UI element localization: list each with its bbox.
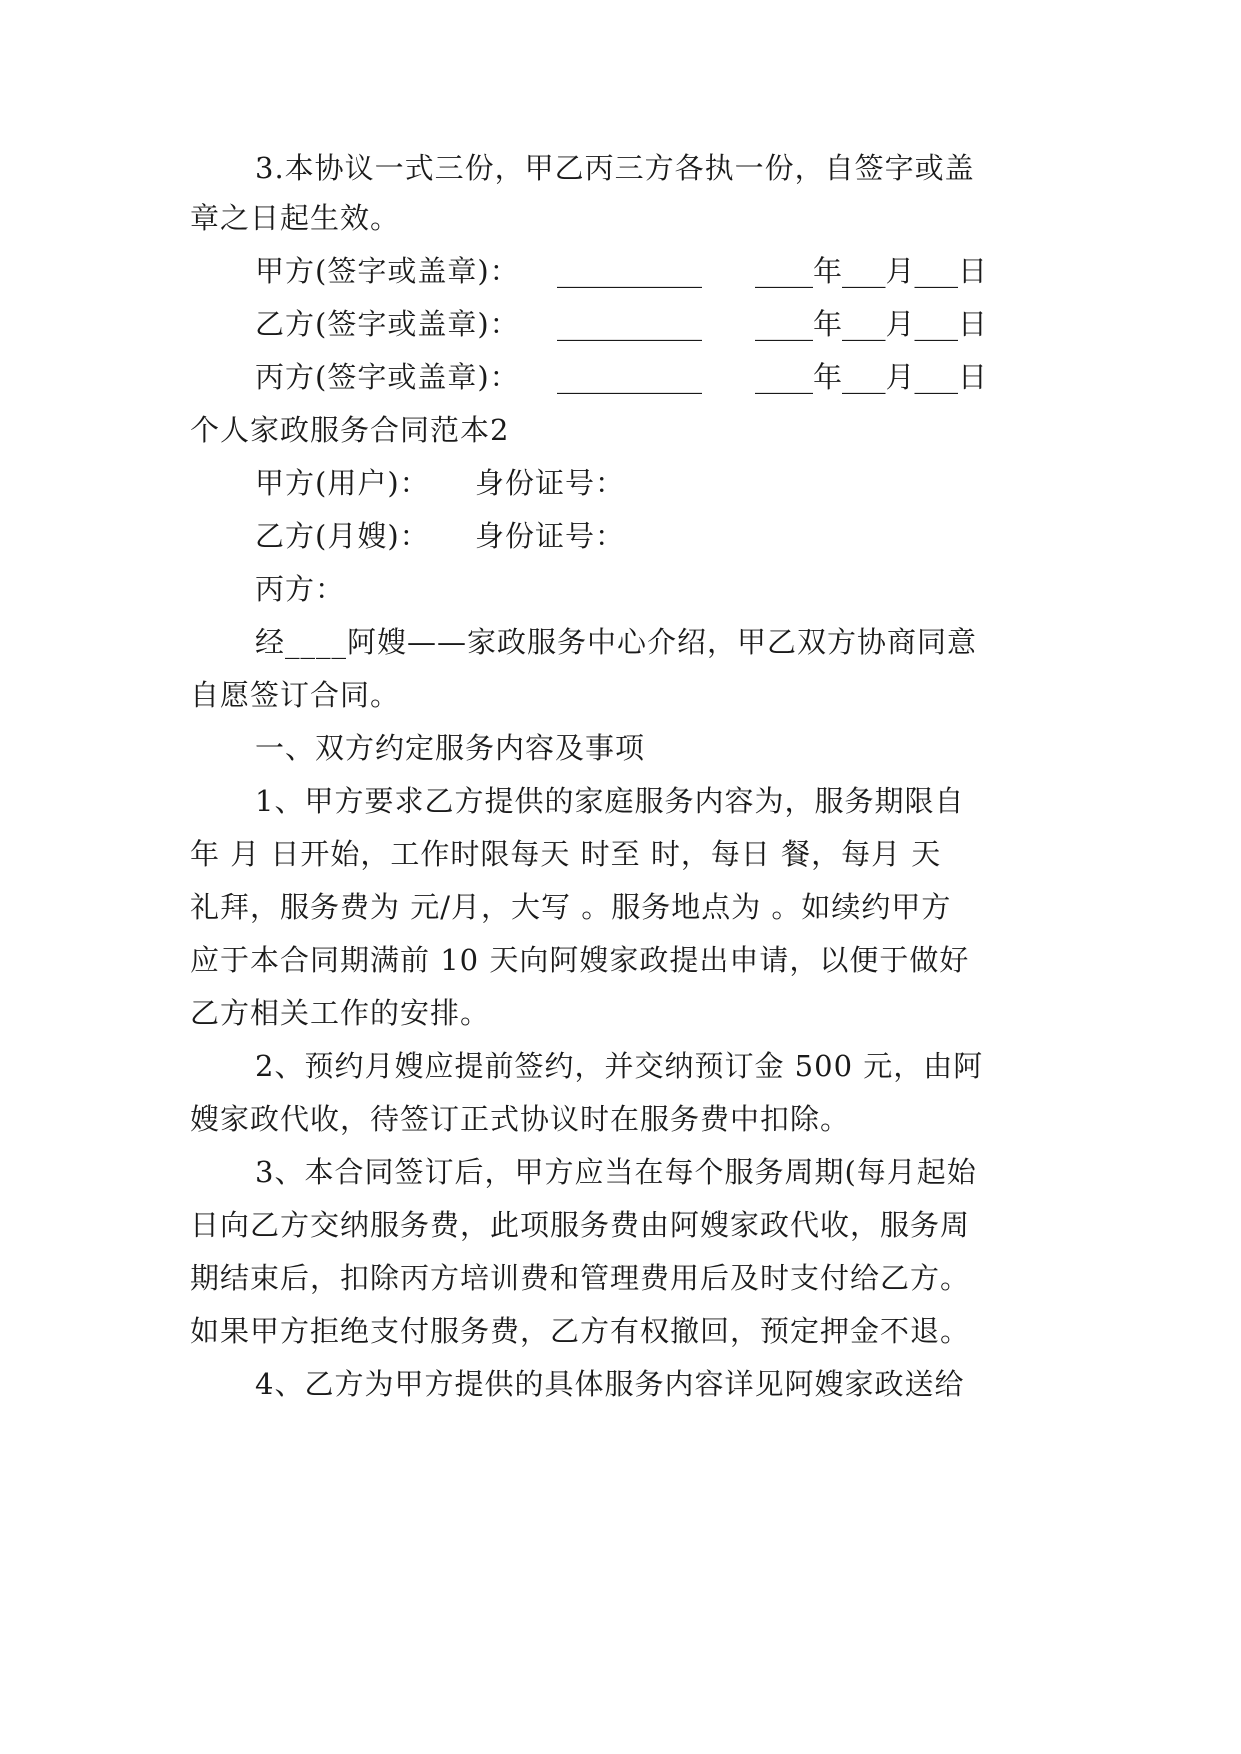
party-b-id-label: 身份证号： [475,519,626,553]
item-2-line: 嫂家政代收，待签订正式协议时在服务费中扣除。 [190,1102,851,1136]
signature-label: 甲方(签字或盖章)： [255,254,520,288]
item-1-line: 应于本合同期满前 10 天向阿嫂家政提出申请，以便于做好 [190,943,970,977]
item-4-line: 4、乙方为甲方提供的具体服务内容详见阿嫂家政送给 [255,1367,965,1401]
intro-line-2: 自愿签订合同。 [190,678,401,712]
signature-date: ____年___月___日 [755,360,988,394]
signature-label: 乙方(签字或盖章)： [255,307,520,341]
signature-blank: __________ [557,254,702,288]
item-3-line: 3、本合同签订后，甲方应当在每个服务周期(每月起始 [255,1155,977,1189]
paragraph-3-line-1: 3.本协议一式三份，甲乙丙三方各执一份，自签字或盖 [255,151,975,185]
section-heading: 一、双方约定服务内容及事项 [255,731,646,765]
signature-blank: __________ [557,360,702,394]
signature-date: ____年___月___日 [755,254,988,288]
party-c-label: 丙方： [255,572,346,606]
item-1-line: 1、甲方要求乙方提供的家庭服务内容为，服务期限自 [255,784,965,818]
item-1-line: 礼拜，服务费为 元/月，大写 。服务地点为 。如续约甲方 [190,890,952,924]
contract-title: 个人家政服务合同范本2 [190,413,510,447]
signature-label: 丙方(签字或盖章)： [255,360,520,394]
intro-line-1: 经____阿嫂——家政服务中心介绍，甲乙双方协商同意 [255,625,978,659]
signature-date: ____年___月___日 [755,307,988,341]
party-a-label: 甲方(用户)： [255,466,430,500]
item-3-line: 如果甲方拒绝支付服务费，乙方有权撤回，预定押金不退。 [190,1314,971,1348]
paragraph-3-line-2: 章之日起生效。 [190,201,401,235]
item-1-line: 年 月 日开始，工作时限每天 时至 时，每日 餐，每月 天 [190,837,942,871]
item-3-line: 期结束后，扣除丙方培训费和管理费用后及时支付给乙方。 [190,1261,971,1295]
signature-blank: __________ [557,307,702,341]
party-a-id-label: 身份证号： [475,466,626,500]
item-2-line: 2、预约月嫂应提前签约，并交纳预订金 500 元，由阿 [255,1049,984,1083]
item-3-line: 日向乙方交纳服务费，此项服务费由阿嫂家政代收，服务周 [190,1208,971,1242]
party-b-label: 乙方(月嫂)： [255,519,430,553]
item-1-line: 乙方相关工作的安排。 [190,996,491,1030]
